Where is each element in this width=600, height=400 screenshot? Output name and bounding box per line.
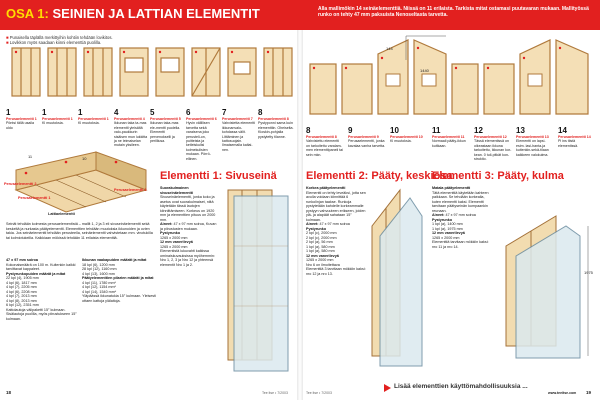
step-item: 1 Perusaelementti 1 Kl muutoksia. xyxy=(78,108,109,126)
more-link[interactable]: Lisää elementtien käyttömahdollisuuksia ... xyxy=(394,383,528,390)
dim-label: 144 xyxy=(386,46,393,51)
frame-6 xyxy=(192,48,220,96)
website[interactable]: www.teeitse.com xyxy=(548,391,577,395)
step-item: 14 Perusaelementti 14 Pl ins tiistä elementissä. xyxy=(558,126,591,148)
label-element-1: Perusaelementti 1 xyxy=(18,196,51,200)
left-col-2: Ikkunan vaakapuiden määrät ja mitat 18 kpl (6), 1200 mm 28 kpl (12), 1160 mm 4 kpl (13), 1600 mm Päätyelementtien pilarien määrät ja mitat 4 kpl (11), 1780 mm* 4 kpl (12), 1154 mm* 4 kpl (14), 1540 mm* Yläpäässä ikkunatukia 15° kulmaan. Yleisesti ottaen kattoja ylälaitoja. xyxy=(82,258,156,303)
magazine-footer-left: Tee itse • 7/2003 xyxy=(262,391,288,395)
step-item: 4 Perusaelementti 4 Ikkunan taka ta-mas elementti yleisältä valo-paukkurin sisäisen mun lukkitta ja ne leimaiselan mutain yksileen. xyxy=(114,108,148,148)
bullet-item: ■ Lovikkon myös saadaan kiinni elementtiä puolilla. xyxy=(6,40,102,45)
step-item: 7 Perusaelementti 7 Vahvistetta elementti ikkunanvalo-kohdassa välit. Liittäminen ja kattosuojain. Ilmaisemalla kaltai-nen. xyxy=(222,108,256,152)
label-11: 11 xyxy=(28,154,33,159)
element-3-text: Matala päätyelementti Tätä elementtiä käytetään kahteen paikkaan. Se tehdään korkealla, kuten elementti kaksi. Elementti tarvitaan päätyseinän kumpaankin reunaan. Aineet: 47 x 97 mm soiroa Pystyrunko 1 kpl (a), 1400 mm 1 kpl (a), 1975 mm 12 mm vanerilevyä 1265 x 2000 mm Elementtiä tarvitaan mökkiin kaksi: nro 11 ja nro 14. xyxy=(432,186,489,249)
step-item: 11 Perusaelementti 11 Normaali pääty-ikkun kuitkaan. xyxy=(432,126,466,148)
frame-7 xyxy=(228,48,256,96)
label-element-2: Perusaelementti 2 xyxy=(4,182,37,186)
part-title: SEINIEN JA LATTIAN ELEMENTIT xyxy=(52,6,260,21)
element-1-title: Elementti 1: Sivuseinä xyxy=(160,170,277,182)
dim-label: 1440 xyxy=(420,68,429,73)
left-elements-drawing xyxy=(4,44,296,104)
left-col-1: 47 x 97 mm soiroa Kokonaismäärä on 100 m. Kuitenkin kaikki tarvittavat kappaleet. Pystyrunkopuiden määrät ja mitat 22 kpl (4), 1905 mm 4 kpl (6), 1817 mm 4 kpl (7), 2205 mm 4 kpl (6), 2208 mm 4 kpl (7), 2013 mm 4 kpl (8), 2013 mm 6 kpl (12), 2351 mm Kattolautoja välipaketti 15° kulmaan. Sisälautoja puolilla, myös piirustukseen 15° kulmaan. xyxy=(6,258,77,321)
step-item: 9 Perusaelementti 9 Perusaelementti, jonka kavalaa vanha tarvetta. xyxy=(348,126,386,148)
label-floor: Lattiaelementti xyxy=(48,212,75,216)
page-title xyxy=(6,6,260,21)
arrow-icon xyxy=(384,384,391,392)
magazine-footer-right: Tee itse • 7/2003 xyxy=(306,391,332,395)
part-label: OSA 1: xyxy=(6,6,49,21)
dim-label: 1975 xyxy=(584,270,593,275)
page-number-right: 19 xyxy=(586,390,592,395)
step-item: 1 Perusaelementti 1 Pöntsi tällä usaila uldo xyxy=(6,108,37,130)
step-item: 6 Perusaelementti 6 Hyvin välillisen tarvetta sekä varaisena joko perusteli-on, puitteista ja ketleiskulisi kolmekulisien mukaan. Pörrö-ellinen. xyxy=(186,108,217,161)
frame-5 xyxy=(156,48,184,96)
step-item: 10 Perusaelementti 10 Kl muutoksia. xyxy=(390,126,423,144)
element-2-text: Korkea päätyelementti Elementti on tehty leveäksi, jotta sen avulla voidaan kiinnittää 6 runkolinjan taakse. Runkoja pystytetään kahdelle korkeammalle pystyyn vahvuuteen erikseen, joiden ylä- ja alapäät sahataan 15° kulmaan. Aineet: 47 x 97 mm soiroa Pystyrunko 2 kpl (c), 2000 mm 2 kpl (c), 2000 mm 2 kpl (a), 56 mm 1 kpl (a), 580 mm 1 kpl (a), 580 mm 12 mm vanerilevyä 1265 x 2000 mm Nro 6 on ilmoitettava Elementtiä 3 tarvitaan mökkiin kaksi: nro 12 ja nro 13. xyxy=(306,186,366,276)
element-3-title: Elementti 3: Pääty, kulma xyxy=(432,170,564,182)
bullet-item: ■ Punaisella täplällä merkittyihin kohtiin tehdään lovikitos. xyxy=(6,35,113,40)
frame-2 xyxy=(48,48,76,96)
label-10: 10 xyxy=(82,156,87,161)
element-3-drawing xyxy=(496,186,596,376)
element-2-drawing xyxy=(366,186,428,376)
right-elements-drawing xyxy=(306,34,596,124)
frame-1 xyxy=(12,48,40,96)
page-number-left: 18 xyxy=(6,390,12,395)
page-gutter xyxy=(297,30,303,400)
step-item: 13 Perusaelementti 13 Elementti on lapsi-esim. lasi-hanta-ja kuitenkin-sekä-tilaan kaikkeen valokulma. xyxy=(516,126,549,157)
step-item: 5 Perusaelementti 5 Ikkunan taka-mas ele-mentti puolella. Elementti pervenokselli ja perilliusa. xyxy=(150,108,181,144)
step-item: 8 Perusaelementti 8 Pystyponni sama kuin elementtiin. Oheiselta. Kioskin-pohjalla pystytetty tilanne. xyxy=(258,108,294,139)
step-item: 8 Perusaelementti 8 Vahvistettu elementti on tarkoitettu varalam-men elementtipaneli tai sein mkn. xyxy=(306,126,343,157)
intro-paragraph: Seinät tehdään kolmesta perusaelementistä – mallit 1, 2 ja 3 eli sivuseinäelementti sekä keskeltä ja nurkasta päätyelementti. Elementtien tehdään muutoksia ikkunoiden ja ovien takia. Jos seinäelementti tehdään perusteella, seinäelementti vahvistetaan mm. vinotukilla tai kolmiotukeilla. Kaikkiaan mökissä tehdään 11 erilaista elementtiä. xyxy=(6,222,153,240)
element-1-drawing xyxy=(220,186,294,386)
step-item: 12 Perusaelementti 12 Tässä elementissä on oikeastaan ikkuna tarkoitettu, ikkunan kor-kean. 0 tuli-pitkät kon-struktio. xyxy=(474,126,512,162)
frame-4 xyxy=(120,48,148,96)
left-steps xyxy=(6,108,296,161)
frame-8 xyxy=(264,48,292,96)
step-item: 1 Perusaelementti 1 Kl muutoksia. xyxy=(42,108,73,126)
header-intro: Alla mallimökin 14 seinäelementtiä. Niissä on 11 erilaista. Tarkista mitat ostamasi puutavaran mukaan. Mallityössä runko on tehty 47 mm paksuista Nenoseltasta tarvetta. xyxy=(318,6,589,18)
label-element-3: Perusaelementti 3 xyxy=(114,188,147,192)
element-2-title: Elementti 2: Pääty, keskiosa xyxy=(306,170,453,182)
frame-3 xyxy=(84,48,112,96)
right-steps xyxy=(306,126,596,168)
element-1-text: Suorakulmainen sivuseinäelementti Sivuseinäelementti, jonka koko ja asetus ovat suorakulmaiset, niitä käytetään tässä lautojen kiinnittämiseen. Korkeus on 1920 mm ja elementtien pituus on 2000 mm. Aineet: 47 x 97 mm soiroa, Kuvan ja piirustusten mukaan. Pystyrunko 1265 x 2000 mm 12 mm vanerilevyä 1265 x 2000 mm Elementistä lukuvahti kaikissa ominaiskuvauksissa myöhemmin: Nro 1, 2, 3 ja Nro 12 ja yhteensä elementit Nro 1 ja 2. xyxy=(160,186,217,267)
